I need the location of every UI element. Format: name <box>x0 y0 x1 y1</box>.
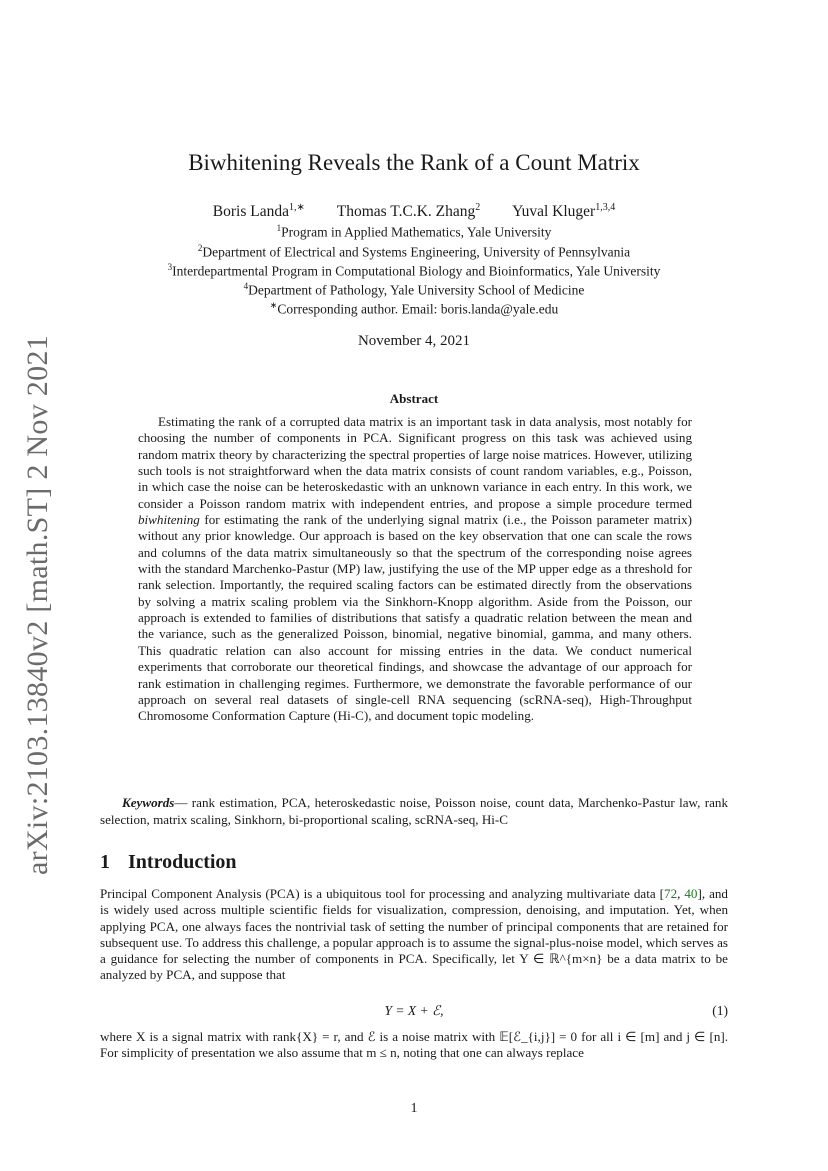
author <box>512 203 615 220</box>
author-name: Thomas T.C.K. Zhang <box>336 203 476 221</box>
abstract-emphasis: biwhitening <box>138 512 200 528</box>
affiliation-marker: 3 <box>167 262 173 272</box>
affiliation-marker: 1 <box>276 223 282 233</box>
publication-date: November 4, 2021 <box>357 333 471 349</box>
abstract-heading: Abstract <box>389 391 439 406</box>
affiliation-text: Department of Pathology, Yale University School of Medicine <box>248 282 585 298</box>
intro-text: Principal Component Analysis (PCA) is a ubiquitous tool for processing and analyzing multivariate data [ <box>100 886 665 901</box>
author-name: Yuval Kluger <box>512 203 596 221</box>
affiliation-marker: 2 <box>197 243 203 253</box>
affiliation <box>0 262 828 280</box>
author-affiliation-marker: 2 <box>475 202 481 213</box>
keywords-text: — rank estimation, PCA, heteroskedastic noise, Poisson noise, count data, Marchenko-Pastur law, rank selection, matrix scaling, Sinkhorn, bi-proportional scaling, scRNA-seq, Hi-C <box>100 795 728 827</box>
affiliation-text: Corresponding author. Email: boris.landa@yale.edu <box>277 301 559 317</box>
author <box>337 203 480 220</box>
author-affiliation-marker: 1,3,4 <box>595 202 616 213</box>
equation-number: (1) <box>712 1003 728 1018</box>
intro-text: ], and is widely used across multiple scientific fields for visualization, compression, denoising, and imputation. Yet, when applying PCA, one always faces the nontrivial task of setting the number of principal components that are retained for subsequent use. To address this challenge, a popular approach is to assume the signal-plus-noise model, which serves as a guidance for selecting the number of components in PCA. Specifically, let Y ∈ ℝ^{m×n} be a data matrix to be analyzed by PCA, and suppose that <box>100 886 728 983</box>
citation-separator: , <box>677 886 685 901</box>
section-number: 1 <box>100 851 110 873</box>
author-affiliation-marker: 1,∗ <box>289 202 305 213</box>
affiliation <box>0 281 828 299</box>
affiliation-marker: 4 <box>243 281 249 291</box>
affiliation <box>0 243 828 261</box>
abstract-text-part: Estimating the rank of a corrupted data matrix is an important task in data analysis, most notably for choosing the number of components in PCA. Significant progress on this task was achieved using random matrix theory by characterizing the spectral properties of large noise matrices. However, utilizing such tools is not straightforward when the data matrix consists of count random variables, e.g., Poisson, in which case the noise can be heteroskedastic with an unknown variance in each entry. In this work, we consider a Poisson random matrix with independent entries, and propose a simple procedure termed <box>138 414 692 511</box>
keywords-label: Keywords <box>122 795 175 810</box>
section-heading <box>100 851 237 874</box>
abstract-text <box>138 414 692 725</box>
author <box>213 203 305 220</box>
intro-paragraph: where X is a signal matrix with rank{X} = r, and ℰ is a noise matrix with 𝔼[ℰ_{i,j}] = 0 for all i ∈ [m] and j ∈ [n]. For simplicity of presentation we also assume that m ≤ n, noting that one can always replace <box>100 1029 728 1061</box>
author-list <box>0 202 828 221</box>
affiliation-text: Department of Electrical and Systems Engineering, University of Pennsylvania <box>202 244 631 260</box>
citation-link[interactable]: 72 <box>664 886 678 901</box>
abstract-text-part: for estimating the rank of the underlying signal matrix (i.e., the Poisson parameter matrix) without any prior knowledge. Our approach is based on the key observation that one can scale the rows and columns of the data matrix simultaneously so that the spectrum of the corresponding noise agrees with the standard Marchenko-Pastur (MP) law, justifying the use of the MP upper edge as a threshold for rank selection. Importantly, the required scaling factors can be estimated directly from the observations by solving a matrix scaling problem via the Sinkhorn-Knopp algorithm. Aside from the Poisson, our approach is extended to families of distributions that satisfy a quadratic relation between the mean and the variance, such as the generalized Poisson, binomial, negative binomial, gamma, and many others. This quadratic relation can also account for missing entries in the data. We conduct numerical experiments that corroborate our theoretical findings, and showcase the advantage of our approach for rank estimation in challenging regimes. Furthermore, we demonstrate the favorable performance of our approach on several real datasets of single-cell RNA sequencing (scRNA-seq), High-Throughput Chromosome Conformation Capture (Hi-C), and document topic modeling. <box>138 512 692 724</box>
affiliation-text: Program in Applied Mathematics, Yale University <box>281 224 552 240</box>
equation-expression: Y = X + ℰ, <box>384 1003 444 1018</box>
corresponding-author-note <box>0 300 828 318</box>
paper-title: Biwhitening Reveals the Rank of a Count Matrix <box>188 150 640 175</box>
page-number: 1 <box>410 1101 418 1116</box>
arxiv-identifier-stamp: arXiv:2103.13840v2 [math.ST] 2 Nov 2021 <box>21 335 54 875</box>
citation-link[interactable]: 40 <box>684 886 698 901</box>
affiliation <box>0 223 828 241</box>
keywords <box>100 794 728 828</box>
affiliation-text: Interdepartmental Program in Computational Biology and Bioinformatics, Yale University <box>172 263 661 279</box>
intro-paragraph <box>100 886 728 984</box>
affiliation-marker: ∗ <box>269 300 278 310</box>
author-name: Boris Landa <box>212 203 289 221</box>
section-title: Introduction <box>128 851 237 873</box>
equation <box>100 1003 728 1021</box>
